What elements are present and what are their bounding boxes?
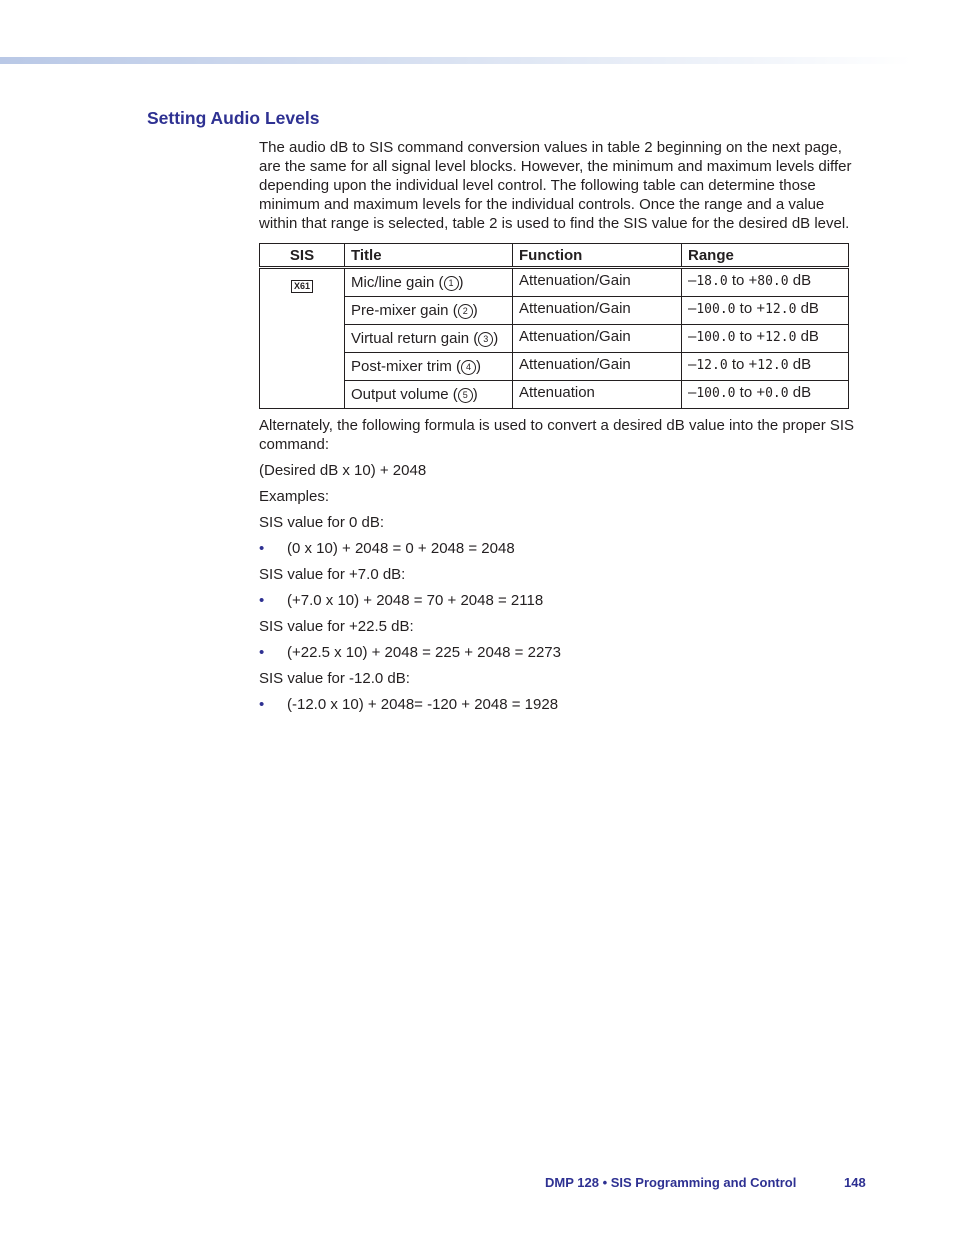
- range-min: 18.0: [696, 274, 728, 289]
- range-min-sign: –: [688, 356, 697, 373]
- range-to: to +: [735, 328, 766, 345]
- title-close: ): [472, 302, 478, 319]
- example-bullet-list: [259, 695, 859, 714]
- range-to: to +: [727, 356, 758, 373]
- table-header-row: [260, 244, 849, 268]
- example-calculation: (-12.0 x 10) + 2048= -120 + 2048 = 1928: [287, 696, 559, 713]
- audio-levels-table: [259, 243, 849, 409]
- range-unit: dB: [788, 272, 812, 289]
- table-row: [260, 381, 849, 409]
- range-unit: dB: [796, 300, 819, 317]
- example-calculation: (+7.0 x 10) + 2048 = 70 + 2048 = 2118: [287, 592, 544, 609]
- range-min: 100.0: [696, 330, 736, 345]
- range-min: 100.0: [696, 386, 736, 401]
- sis-command-box: X61: [291, 280, 313, 293]
- table-row: [260, 268, 849, 297]
- table-row: [260, 353, 849, 381]
- formula: (Desired dB x 10) + 2048: [259, 462, 427, 479]
- sis-cell: [260, 268, 345, 409]
- examples-label: Examples:: [259, 488, 330, 505]
- title-cell: [345, 297, 513, 325]
- range-unit: dB: [788, 384, 812, 401]
- circled-number-icon: 3: [478, 332, 493, 347]
- list-item: [259, 695, 859, 714]
- section-heading: Setting Audio Levels: [147, 108, 320, 128]
- list-item: [259, 591, 859, 610]
- formula-intro: Alternately, the following formula is used to convert a desired dB value into the proper SIS command:: [259, 417, 855, 453]
- table-row: [260, 325, 849, 353]
- circled-number-icon: 5: [458, 388, 473, 403]
- column-header-title: Title: [345, 244, 513, 268]
- range-min-sign: –: [688, 384, 697, 401]
- range-min-sign: –: [688, 272, 697, 289]
- title-close: ): [476, 358, 481, 375]
- example-bullet-list: [259, 591, 859, 610]
- bullet-icon: •: [259, 540, 265, 557]
- function-cell: Attenuation/Gain: [513, 325, 682, 353]
- title-cell: [345, 353, 513, 381]
- range-unit: dB: [788, 356, 812, 373]
- title-close: ): [472, 386, 478, 403]
- title-cell: [345, 268, 513, 297]
- circled-number-icon: 2: [458, 304, 473, 319]
- circled-number-icon: 4: [461, 360, 476, 375]
- example-label: SIS value for -12.0 dB:: [259, 670, 410, 687]
- title-text: Post-mixer trim (: [351, 358, 461, 375]
- example-bullet-list: [259, 539, 859, 558]
- function-cell: Attenuation: [513, 381, 682, 409]
- range-max: 80.0: [757, 274, 789, 289]
- title-text: Virtual return gain (: [351, 330, 479, 347]
- title-cell: [345, 325, 513, 353]
- range-max: 12.0: [757, 358, 789, 373]
- title-text: Mic/line gain (: [351, 274, 444, 291]
- table-row: [260, 297, 849, 325]
- range-min-sign: –: [688, 300, 697, 317]
- column-header-range: Range: [682, 244, 849, 268]
- range-to: to +: [735, 384, 766, 401]
- title-close: ): [458, 274, 464, 291]
- function-cell: Attenuation/Gain: [513, 353, 682, 381]
- range-min-sign: –: [688, 328, 697, 345]
- range-to: to +: [727, 272, 758, 289]
- function-cell: Attenuation/Gain: [513, 297, 682, 325]
- list-item: [259, 643, 859, 662]
- function-cell: Attenuation/Gain: [513, 268, 682, 297]
- range-to: to +: [735, 300, 766, 317]
- title-cell: [345, 381, 513, 409]
- range-cell: [682, 353, 849, 381]
- title-text: Output volume (: [351, 386, 458, 403]
- column-header-function: Function: [513, 244, 682, 268]
- range-min: 12.0: [696, 358, 728, 373]
- circled-number-icon: 1: [444, 276, 459, 291]
- range-cell: [682, 268, 849, 297]
- column-header-sis: SIS: [260, 244, 345, 268]
- bullet-icon: •: [259, 696, 265, 713]
- title-text: Pre-mixer gain (: [351, 302, 458, 319]
- intro-paragraph: The audio dB to SIS command conversion values in table 2 beginning on the next page, are the same for all signal level blocks. However, the minimum and maximum levels differ depending upon the individual level control. The following table can determine those minimum and maximum levels for the individual controls. Once the range and a value within that range is selected, table 2 is used to find the SIS value for the desired dB level.: [259, 139, 852, 232]
- example-bullet-list: [259, 643, 859, 662]
- range-cell: [682, 381, 849, 409]
- section-body: [259, 138, 859, 714]
- range-max: 12.0: [765, 302, 797, 317]
- example-label: SIS value for +22.5 dB:: [259, 618, 414, 635]
- example-calculation: (+22.5 x 10) + 2048 = 225 + 2048 = 2273: [287, 644, 561, 661]
- range-cell: [682, 297, 849, 325]
- range-min: 100.0: [696, 302, 736, 317]
- range-max: 12.0: [765, 330, 797, 345]
- bullet-icon: •: [259, 644, 265, 661]
- bullet-icon: •: [259, 592, 265, 609]
- title-close: ): [493, 330, 499, 347]
- range-unit: dB: [796, 328, 819, 345]
- header-gradient-bar: [0, 57, 912, 64]
- list-item: [259, 539, 859, 558]
- page-number: 148: [844, 1175, 866, 1190]
- range-cell: [682, 325, 849, 353]
- example-label: SIS value for +7.0 dB:: [259, 566, 406, 583]
- range-max: 0.0: [765, 386, 789, 401]
- example-calculation: (0 x 10) + 2048 = 0 + 2048 = 2048: [287, 540, 515, 557]
- example-label: SIS value for 0 dB:: [259, 514, 385, 531]
- footer-title: DMP 128 • SIS Programming and Control: [545, 1175, 797, 1190]
- examples-list: [259, 513, 859, 714]
